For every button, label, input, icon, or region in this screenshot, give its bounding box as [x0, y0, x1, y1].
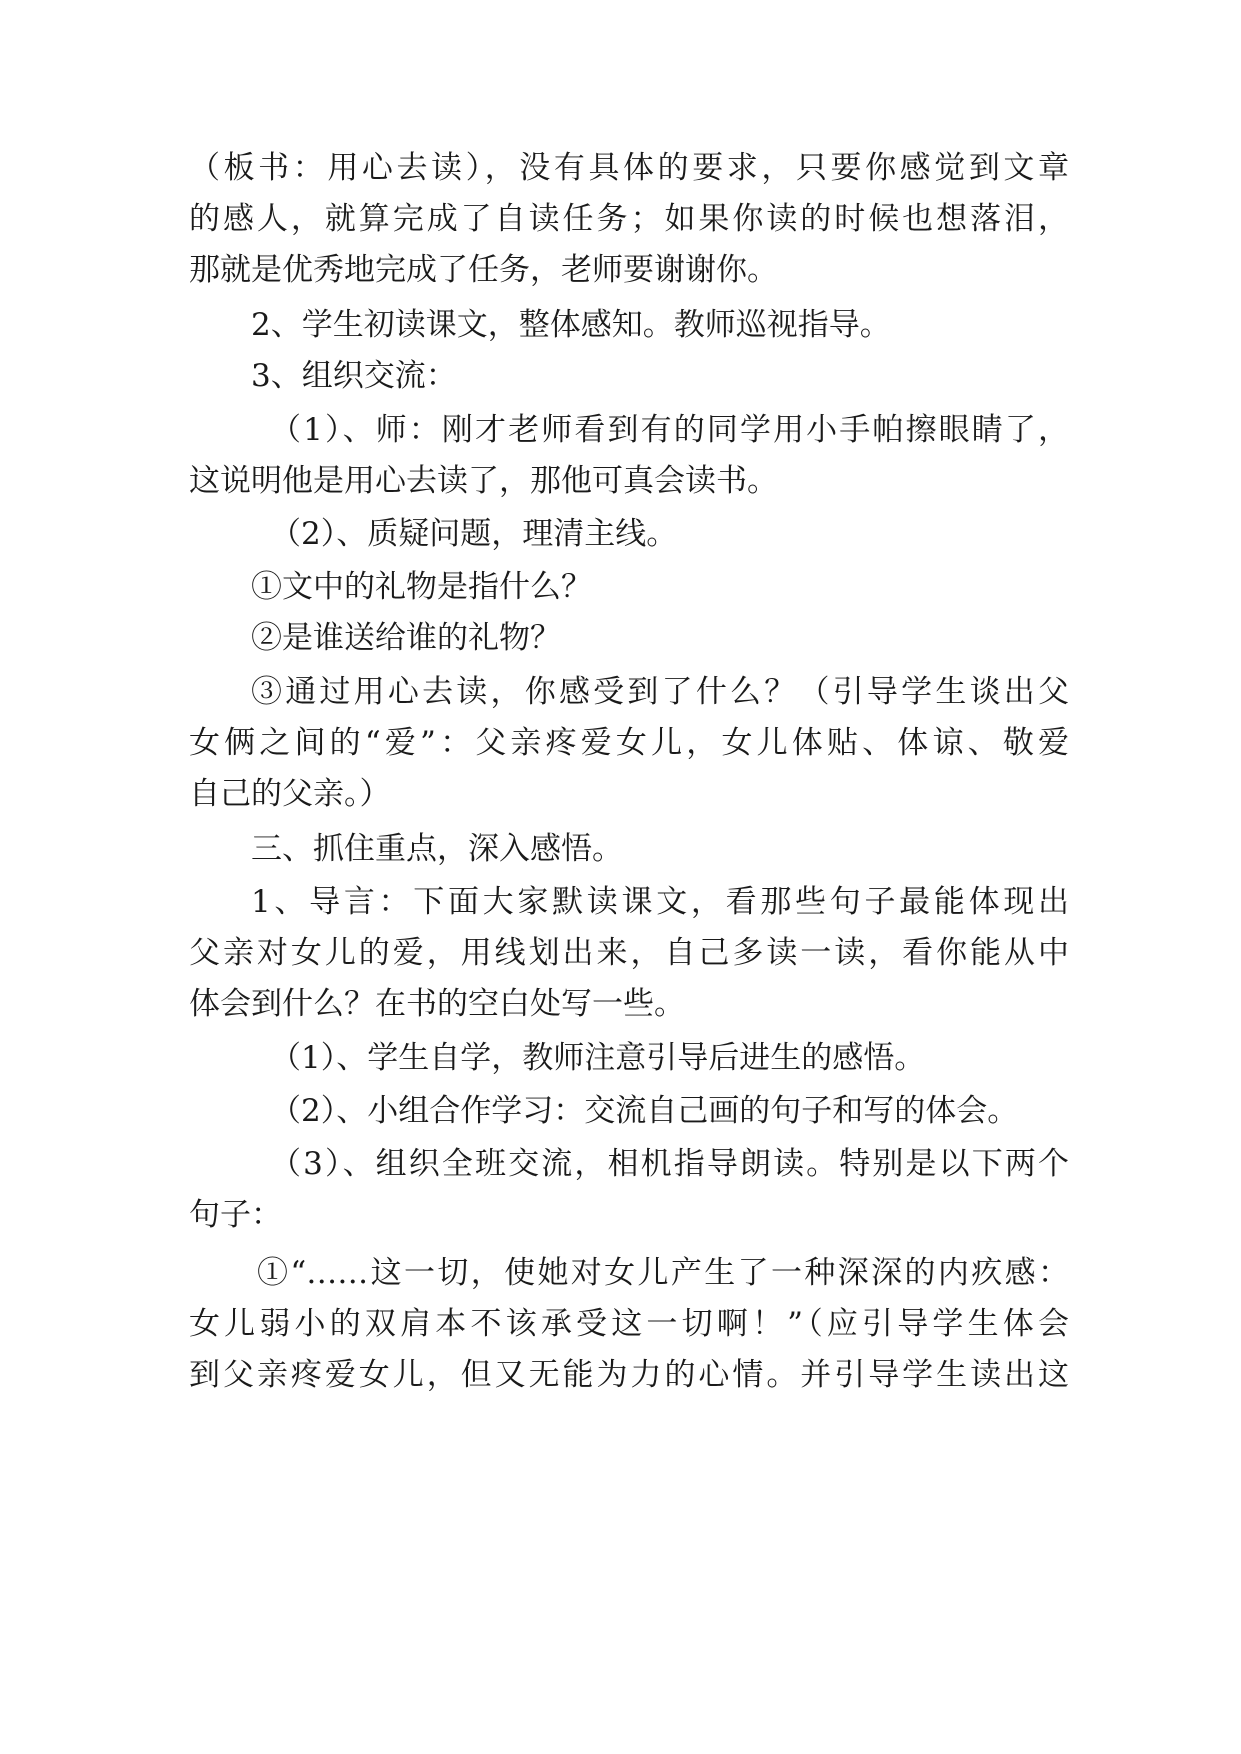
paragraph-line: 体会到什么？在书的空白处写一些。 — [189, 986, 685, 1022]
paragraph-line: （板书：用心去读），没有具体的要求，只要你感觉到文章 — [189, 150, 1069, 186]
paragraph-line: （2）、质疑问题，理清主线。 — [270, 516, 678, 552]
paragraph-line: ③通过用心去读，你感受到了什么？（引导学生谈出父 — [251, 674, 1069, 710]
paragraph-line: 这说明他是用心去读了，那他可真会读书。 — [189, 463, 778, 499]
paragraph-line: ①文中的礼物是指什么？ — [251, 569, 592, 605]
paragraph-line: ②是谁送给谁的礼物？ — [251, 620, 561, 656]
paragraph-line: 2、学生初读课文，整体感知。教师巡视指导。 — [251, 307, 891, 343]
paragraph-line: 那就是优秀地完成了任务，老师要谢谢你。 — [189, 252, 778, 288]
paragraph-line: （1）、学生自学，教师注意引导后进生的感悟。 — [270, 1040, 926, 1076]
paragraph-line: 女俩之间的“爱”：父亲疼爱女儿，女儿体贴、体谅、敬爱 — [189, 725, 1069, 761]
paragraph-line: 的感人，就算完成了自读任务；如果你读的时候也想落泪， — [189, 201, 1069, 237]
paragraph-line: （1）、师：刚才老师看到有的同学用小手帕擦眼睛了， — [270, 412, 1069, 448]
paragraph-line: ①“……这一切，使她对女儿产生了一种深深的内疚感： — [257, 1255, 1069, 1291]
paragraph-line: 句子： — [189, 1197, 282, 1233]
paragraph-line: 1、导言：下面大家默读课文，看那些句子最能体现出 — [251, 884, 1069, 920]
paragraph-line: 到父亲疼爱女儿，但又无能为力的心情。并引导学生读出这 — [189, 1357, 1069, 1393]
paragraph-line: 女儿弱小的双肩本不该承受这一切啊！”（应引导学生体会 — [189, 1306, 1069, 1342]
paragraph-line: （2）、小组合作学习：交流自己画的句子和写的体会。 — [270, 1093, 1019, 1129]
paragraph-line: 父亲对女儿的爱，用线划出来，自己多读一读，看你能从中 — [189, 935, 1069, 971]
paragraph-line: 自己的父亲。） — [189, 776, 391, 812]
paragraph-line: 3、组织交流： — [251, 358, 457, 394]
paragraph-line: （3）、组织全班交流，相机指导朗读。特别是以下两个 — [270, 1146, 1069, 1182]
paragraph-line: 三、抓住重点，深入感悟。 — [251, 831, 623, 867]
